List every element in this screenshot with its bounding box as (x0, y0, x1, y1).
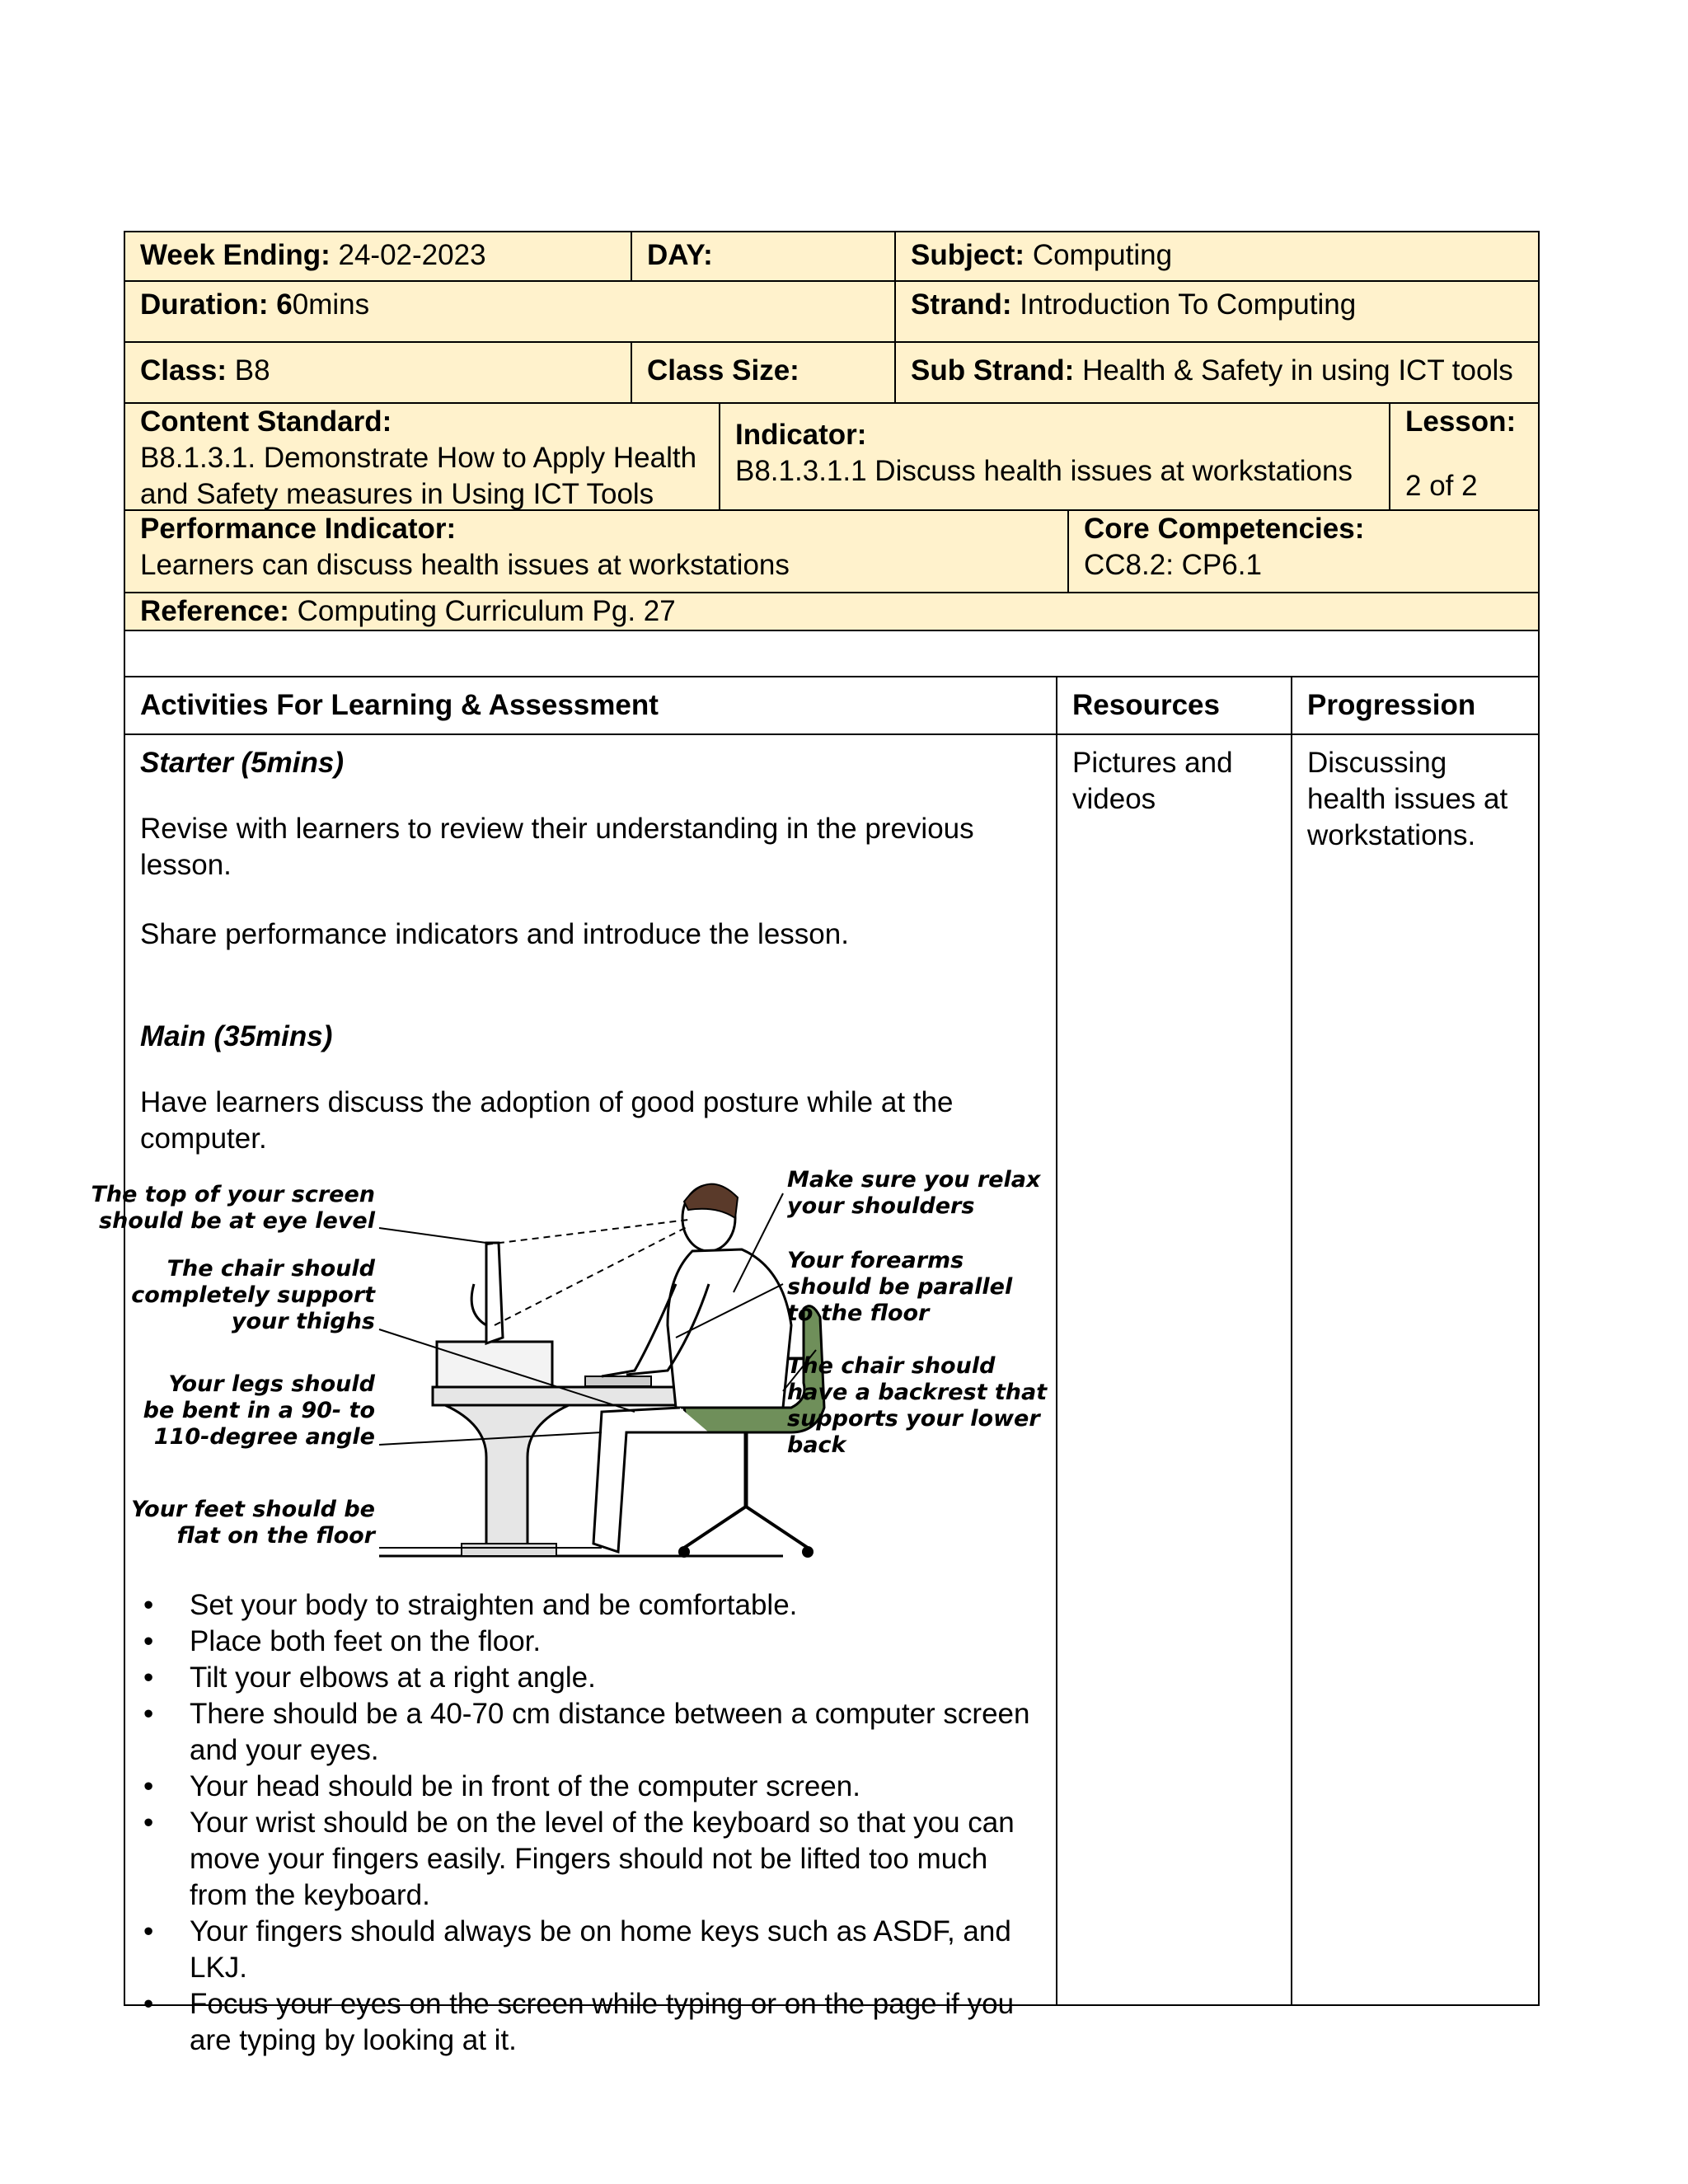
starter-paragraph-1: Revise with learners to review their understanding in the previous lesson. (140, 813, 974, 881)
starter-paragraph-2: Share performance indicators and introduce the lesson. (140, 918, 849, 950)
class-value: B8 (234, 354, 270, 387)
duration-cell (125, 282, 896, 341)
bullet-item: • Your wrist should be on the level of the keyboard so that you can move your fingers easily. Fingers should not be lifted too much from the keyboard. (190, 1805, 1041, 1914)
main-paragraph-1: Have learners discuss the adoption of good posture while at the computer. (140, 1086, 954, 1155)
desk-leg (445, 1405, 569, 1548)
strand-label: Strand: (911, 288, 1012, 321)
indicator-value: B8.1.3.1.1 Discuss health issues at workstations (735, 455, 1353, 487)
reference-cell (125, 593, 1538, 630)
posture-diagram (91, 1160, 1048, 1581)
progression-header (1292, 677, 1538, 733)
resources-text: Pictures and videos (1072, 747, 1233, 815)
subject-cell (896, 232, 1538, 280)
header-row-5 (124, 511, 1540, 593)
content-standard-value: B8.1.3.1. Demonstrate How to Apply Health and Safety measures in Using ICT Tools (140, 442, 697, 510)
label-shoulders-1: Make sure you relax (787, 1167, 1041, 1193)
resources-header-text: Resources (1072, 689, 1220, 721)
main-title: Main (35mins) (140, 1020, 333, 1052)
week-ending-value: 24-02-2023 (338, 239, 486, 271)
header-row-6 (124, 593, 1540, 631)
content-standard-label: Content Standard: (140, 405, 392, 438)
progression-body (1292, 735, 1538, 2004)
content-standard-cell (125, 404, 720, 509)
class-size-cell (632, 343, 896, 402)
header-row-3 (124, 343, 1540, 404)
label-forearms-3: to the floor (787, 1301, 930, 1326)
header-row-1 (124, 231, 1540, 282)
label-screen-2: should be at eye level (99, 1208, 375, 1234)
lesson-plan-sheet (91, 231, 1540, 2056)
performance-indicator-cell (125, 511, 1069, 592)
day-cell (632, 232, 896, 280)
activities-header-text: Activities For Learning & Assessment (140, 689, 659, 721)
header-row-4 (124, 404, 1540, 511)
subject-value: Computing (1032, 239, 1173, 271)
posture-illustration (91, 1160, 1048, 1581)
week-ending-cell (125, 232, 632, 280)
sub-strand-label: Sub Strand: (911, 354, 1075, 387)
label-chair-3: your thighs (231, 1309, 375, 1334)
class-cell (125, 343, 632, 402)
class-size-label: Class Size: (647, 354, 799, 387)
reference-label: Reference: (140, 595, 289, 627)
label-backrest-1: The chair should (787, 1353, 996, 1379)
duration-bold-digit: 6 (276, 288, 293, 321)
progression-header-text: Progression (1307, 689, 1476, 721)
label-backrest-2: have a backrest that (787, 1380, 1048, 1405)
monitor (486, 1243, 503, 1343)
activities-body (91, 735, 1057, 2056)
strand-cell (896, 282, 1538, 341)
resources-body (1057, 735, 1292, 2004)
sub-strand-cell (896, 343, 1538, 402)
bullet-item: • Your fingers should always be on home keys such as ASDF, and LKJ. (190, 1914, 1041, 1986)
performance-indicator-value: Learners can discuss health issues at workstations (140, 549, 790, 581)
core-competencies-value: CC8.2: CP6.1 (1084, 549, 1262, 581)
strand-value: Introduction To Computing (1020, 288, 1357, 321)
label-chair-1: The chair should (166, 1256, 375, 1282)
day-label: DAY: (647, 239, 713, 271)
activities-header (125, 677, 1057, 733)
label-backrest-3: supports your lower (787, 1406, 1040, 1432)
resources-header (1057, 677, 1292, 733)
starter-title: Starter (5mins) (140, 747, 345, 779)
core-competencies-cell (1069, 511, 1538, 592)
label-chair-2: completely support (131, 1282, 375, 1308)
subject-label: Subject: (911, 239, 1025, 271)
label-forearms-1: Your forearms (787, 1248, 964, 1273)
label-legs-3: 110-degree angle (153, 1424, 375, 1450)
indicator-label: Indicator: (735, 419, 867, 451)
label-feet-1: Your feet should be (131, 1497, 375, 1522)
blank-row (124, 631, 1540, 677)
lesson-cell (1390, 404, 1538, 509)
label-screen-1: The top of your screen (91, 1182, 375, 1207)
class-label: Class: (140, 354, 227, 387)
label-legs-2: be bent in a 90- to (143, 1398, 375, 1423)
label-shoulders-2: your shoulders (787, 1193, 975, 1219)
posture-bullet-list (140, 1587, 1041, 2059)
reference-value: Computing Curriculum Pg. 27 (297, 595, 676, 627)
label-feet-2: flat on the floor (176, 1523, 375, 1549)
bullet-item: • Tilt your elbows at a right angle. (190, 1660, 1041, 1696)
duration-value: 0mins (292, 288, 370, 321)
activities-body-row (91, 735, 1540, 2056)
lesson-value: 2 of 2 (1405, 470, 1478, 502)
indicator-cell (720, 404, 1390, 509)
core-competencies-label: Core Competencies: (1084, 513, 1365, 545)
bullet-item: • Set your body to straighten and be comfortable. (190, 1587, 1041, 1624)
header-row-2 (124, 282, 1540, 343)
sub-strand-value: Health & Safety in using ICT tools (1082, 354, 1513, 387)
label-backrest-4: back (787, 1432, 846, 1458)
bullet-item: • Place both feet on the floor. (190, 1624, 1041, 1660)
duration-label: Duration: (140, 288, 269, 321)
progression-text: Discussing health issues at workstations. (1307, 747, 1508, 851)
bullet-item: • There should be a 40-70 cm distance between a computer screen and your eyes. (190, 1696, 1041, 1769)
performance-indicator-label: Performance Indicator: (140, 513, 457, 545)
bullet-item: • Focus your eyes on the screen while typing or on the page if you are typing by looking at it. (190, 1986, 1041, 2059)
lesson-label: Lesson: (1405, 405, 1517, 438)
person-torso (668, 1249, 791, 1408)
label-forearms-2: should be parallel (787, 1274, 1013, 1300)
bullet-item: • Your head should be in front of the computer screen. (190, 1769, 1041, 1805)
label-legs-1: Your legs should (168, 1371, 375, 1397)
activities-header-row (124, 677, 1540, 735)
week-ending-label: Week Ending: (140, 239, 331, 271)
